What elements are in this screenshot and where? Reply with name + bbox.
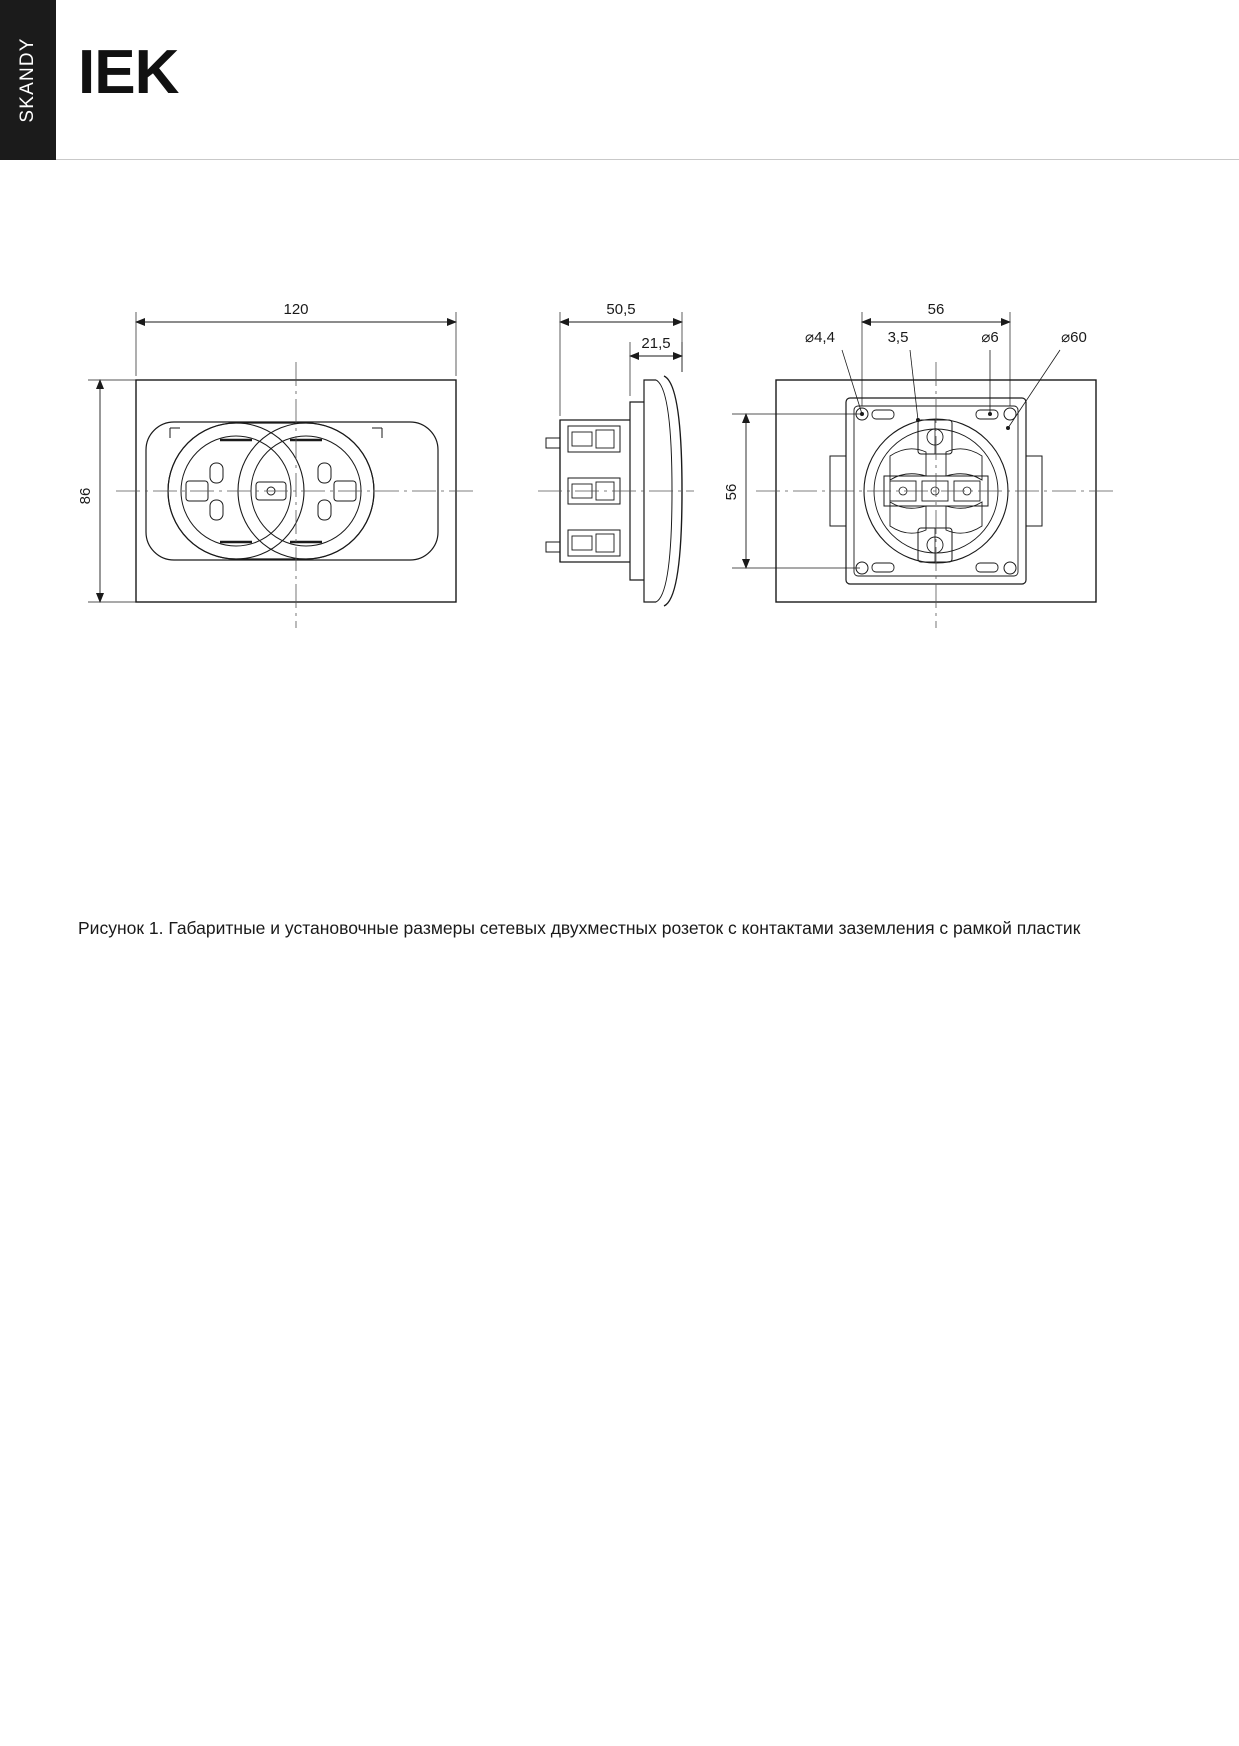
brand-block xyxy=(0,0,56,160)
brand-vertical-label: SKANDY xyxy=(17,37,38,123)
dim-hole-small: ⌀4,4 xyxy=(805,329,835,346)
page-header xyxy=(0,0,1239,160)
rear-view xyxy=(723,301,1116,628)
dim-side-front-depth: 21,5 xyxy=(641,335,671,352)
dim-front-width: 120 xyxy=(283,301,309,318)
dim-hole-medium: ⌀6 xyxy=(981,329,999,346)
front-view xyxy=(77,301,476,628)
logo-text: IEK xyxy=(78,38,179,107)
dim-front-height: 86 xyxy=(77,487,94,505)
dim-hole-large: ⌀60 xyxy=(1061,329,1087,346)
iek-logo-icon xyxy=(78,38,179,107)
side-view xyxy=(538,301,694,606)
figure-caption: Рисунок 1. Габаритные и установочные размеры сетевых двухместных розеток с контактами заземления с рамкой пластик xyxy=(78,918,1081,938)
dim-rear-width: 56 xyxy=(927,301,945,318)
dim-rear-height: 56 xyxy=(723,483,740,501)
dim-offset: 3,5 xyxy=(887,329,909,346)
technical-drawing xyxy=(60,280,1180,660)
dim-side-depth: 50,5 xyxy=(606,301,636,318)
